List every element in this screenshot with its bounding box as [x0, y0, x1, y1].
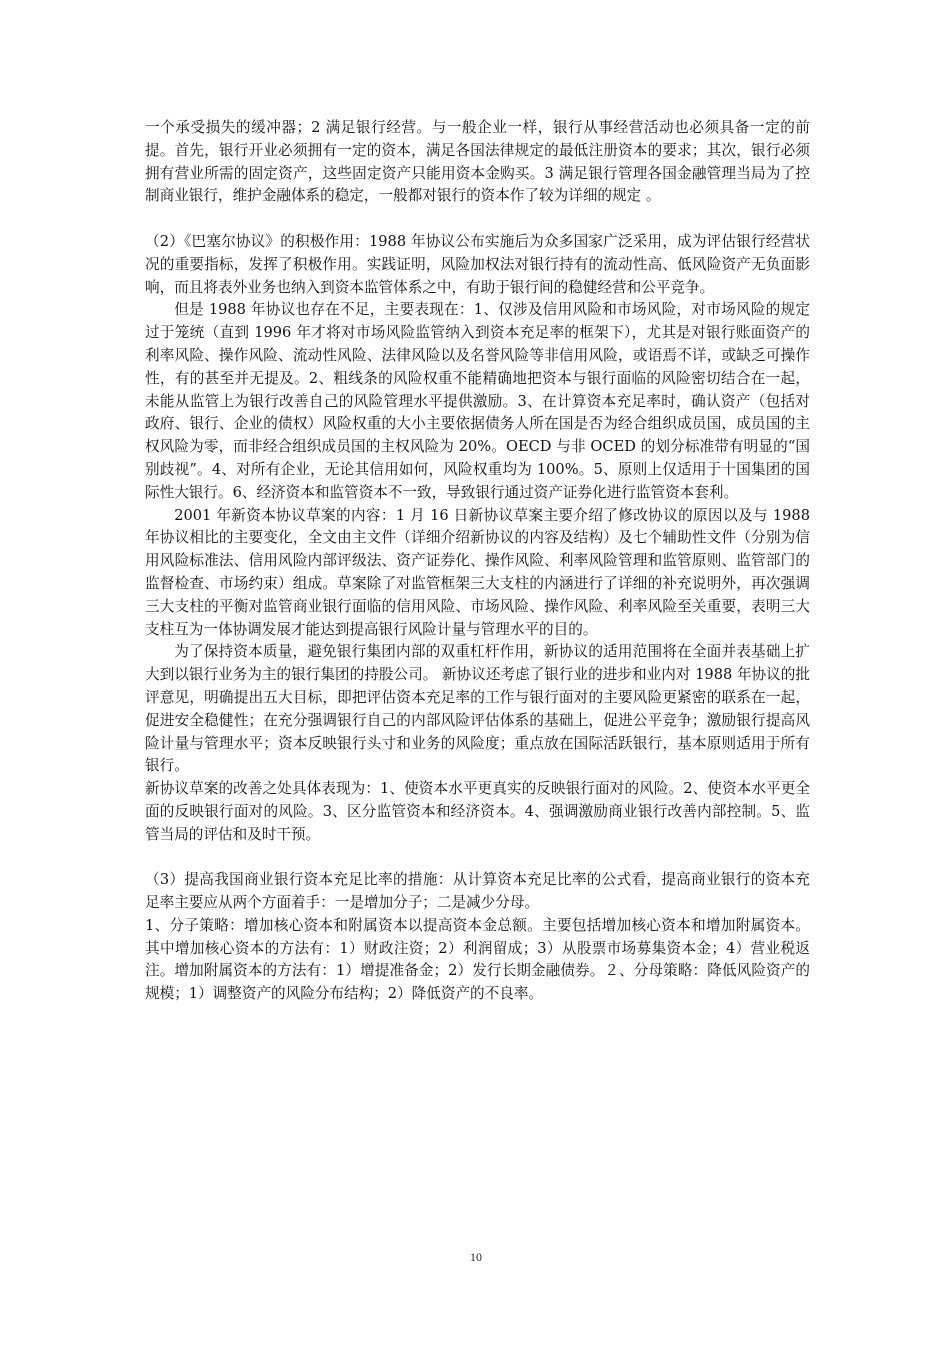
- paragraph-basel-shortcomings: 但是 1988 年协议也存在不足，主要表现在：1、仅涉及信用风险和市场风险，对市场风险的规定过于笼统（直到 1996 年才将对市场风险监管纳入到资本充足率的框架下），尤其是对银行账面资产的利率风险、操作风险、流动性风险、法律风险以及名誉风险等非信用风险，或语焉不详，或缺乏可操作性，有的甚至并无提及。2、粗线条的风险权重不能精确地把资本与银行面临的风险密切结合在一起，未能从监管上为银行改善自己的风险管理水平提供激励。3、在计算资本充足率时，确认资产（包括对政府、银行、企业的债权）风险权重的大小主要依据债务人所在国是否为经合组织成员国，成员国的主权风险为零，而非经合组织成员国的主权风险为 20%。OECD 与非 OCED 的划分标准带有明显的“国别歧视”。4、对所有企业，无论其信用如何，风险权重均为 100%。5、原则上仅适用于十国集团的国际性大银行。6、经济资本和监管资本不一致，导致银行通过资产证券化进行监管资本套利。: [145, 301, 810, 501]
- page-number: 10: [470, 1250, 482, 1264]
- paragraph-improvements: 新协议草案的改善之处具体表现为：1、使资本水平更真实的反映银行面对的风险。2、使资本水平更全面的反映银行面对的风险。3、区分监管资本和经济资本。4、强调激励商业银行改善内部控制。5、监管当局的评估和及时干预。: [145, 780, 810, 843]
- paragraph-strategies: 1、分子策略：增加核心资本和附属资本以提高资本金总额。主要包括增加核心资本和增加附属资本。其中增加核心资本的方法有：1）财政注资；2）利润留成；3）从股票市场募集资本金；4）营业税返注。增加附属资本的方法有：1）增提准备金；2）发行长期金融债券。２、分母策略：降低风险资产的规模；1）调整资产的风险分布结构；2）降低资产的不良率。: [145, 916, 810, 1003]
- paragraph-measures-intro: （3）提高我国商业银行资本充足比率的措施：从计算资本充足比率的公式看，提高商业银行的资本充足率主要应从两个方面着手：一是增加分子；二是减少分母。: [145, 871, 810, 912]
- paragraph-basel-positive: （2）《巴塞尔协议》的积极作用：1988 年协议公布实施后为众多国家广泛采用，成为评估银行经营状况的重要指标，发挥了积极作用。实践证明，风险加权法对银行持有的流动性高、低风险资产无负面影响，而且将表外业务也纳入到资本监管体系之中，有助于银行间的稳健经营和公平竞争。: [145, 232, 810, 296]
- paragraph-capital-functions: 一个承受损失的缓冲器；2 满足银行经营。与一般企业一样，银行从事经营活动也必须具备一定的前提。首先，银行开业必须拥有一定的资本，满足各国法律规定的最低注册资本的要求；其次，银行必须拥有营业所需的固定资产，这些固定资产只能用资本金购买。3 满足银行管理各国金融管理当局为了控制商业银行，维护金融体系的稳定，一般都对银行的资本作了较为详细的规定 。: [145, 119, 810, 205]
- document-body: [145, 117, 810, 1006]
- paragraph-scope-objectives: 为了保持资本质量，避免银行集团内部的双重杠杆作用，新协议的适用范围将在全面并表基础上扩大到以银行业务为主的银行集团的持股公司。 新协议还考虑了银行业的进步和业内对 1988 年协议的批评意见，明确提出五大目标，即把评估资本充足率的工作与银行面对的主要风险更紧密的联系在一起，促进安全稳健性；在充分强调银行自己的内部风险评估体系的基础上，促进公平竞争；激励银行提高风险计量与管理水平；资本反映银行头寸和业务的风险度；重点放在国际活跃银行，基本原则适用于所有银行。: [145, 643, 810, 775]
- paragraph-2001-draft: 2001 年新资本协议草案的内容：1 月 16 日新协议草案主要介绍了修改协议的原因以及与 1988 年协议相比的主要变化，全文由主文件（详细介绍新协议的内容及结构）及七个辅助性文件（分别为信用风险标准法、信用风险内部评级法、资产证券化、操作风险、利率风险管理和监管原则、监管部门的监督检查、市场约束）组成。草案除了对监管框架三大支柱的内涵进行了详细的补充说明外，再次强调三大支柱的平衡对监管商业银行面临的信用风险、市场风险、操作风险、利率风险至关重要，表明三大支柱互为一体协调发展才能达到提高银行风险计量与管理水平的目的。: [145, 506, 810, 638]
